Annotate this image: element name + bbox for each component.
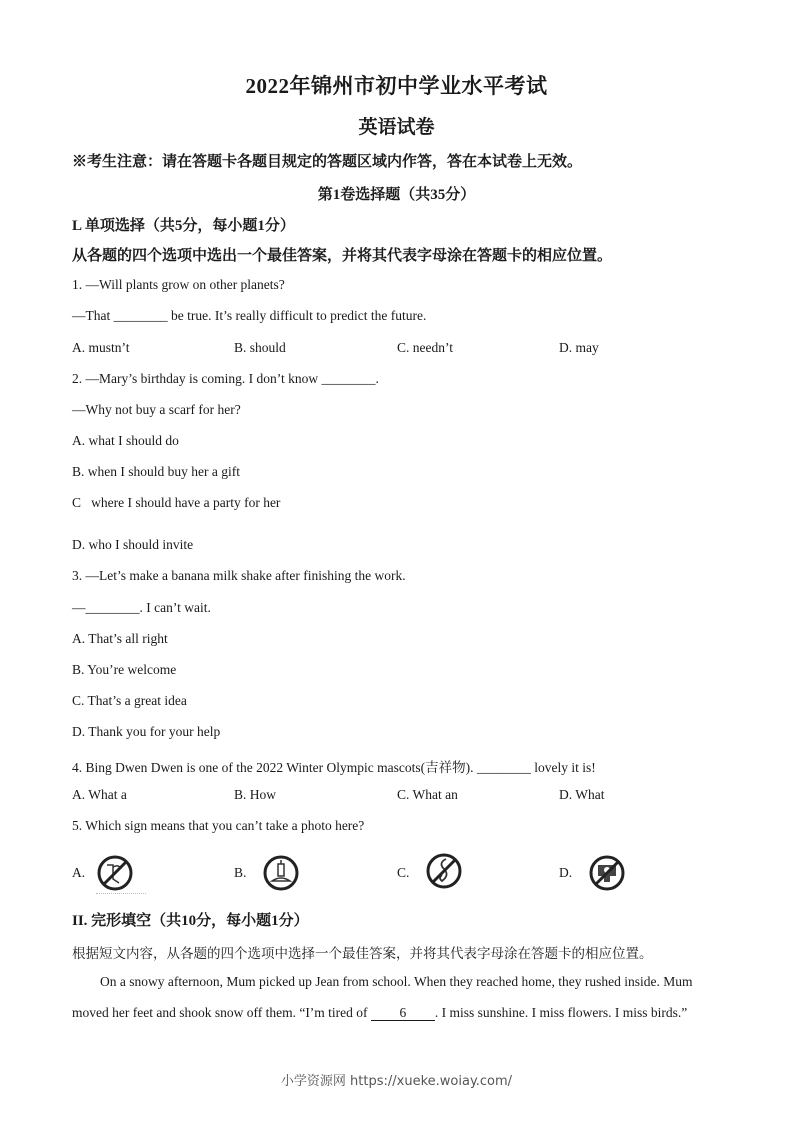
watermark-footer: 小学资源网 https://xueke.woiay.com/: [280, 1074, 513, 1089]
q2-option-a: A. what I should do: [72, 433, 179, 448]
q1-option-a: A. mustn’t: [72, 340, 130, 355]
q2-option-d: D. who I should invite: [72, 537, 194, 552]
q4-option-c: C. What an: [397, 787, 458, 802]
passage-line-2-end: . I miss sunshine. I miss flowers. I miss birds.”: [434, 1005, 688, 1020]
section2-heading: II. 完形填空（共10分，每小题1分）: [72, 913, 309, 929]
no-camera-sign-icon: [587, 853, 627, 893]
passage-line-2: [72, 1005, 687, 1021]
q2-option-c: C where I should have a party for her: [72, 495, 281, 510]
q2-line2: —Why not buy a scarf for her?: [72, 402, 241, 417]
exam-subtitle: 英语试卷: [358, 117, 435, 138]
q5-option-a-label: A.: [72, 865, 86, 880]
exam-title: 2022年锦州市初中学业水平考试: [245, 74, 548, 98]
q5-option-d-label: D.: [559, 865, 573, 880]
q4-option-b: B. How: [234, 787, 277, 802]
q1-option-c: C. needn’t: [397, 340, 453, 355]
q4-option-d: D. What: [559, 787, 605, 802]
q3-option-a: A. That’s all right: [72, 631, 168, 646]
q3-stem: 3. —Let’s make a banana milk shake after finishing the work.: [72, 568, 406, 583]
section1-heading: L 单项选择（共5分，每小题1分）: [72, 218, 295, 234]
q2-stem: 2. —Mary’s birthday is coming. I don’t know ________.: [72, 371, 379, 386]
q1-line2: —That ________ be true. It’s really difficult to predict the future.: [72, 308, 427, 323]
section1-instruction: 从各题的四个选项中选出一个最佳答案，并将其代表字母涂在答题卡的相应位置。: [72, 248, 613, 264]
q3-option-c: C. That’s a great idea: [72, 693, 187, 708]
q4-option-a: A. What a: [72, 787, 127, 802]
blank-6: 6: [371, 1006, 435, 1021]
section2-instruction: 根据短文内容，从各题的四个选项中选择一个最佳答案，并将其代表字母涂在答题卡的相应位置。: [72, 946, 653, 961]
q3-line2: —________. I can’t wait.: [72, 600, 211, 615]
passage-line-2-start: moved her feet and shook snow off them. “I’m tired of: [72, 1005, 371, 1020]
candidate-notice: ※考生注意：请在答题卡各题目规定的答题区域内作答，答在本试卷上无效。: [72, 154, 583, 170]
fire-extinguisher-sign-icon: [261, 853, 301, 893]
no-snake-sign-icon: [424, 851, 464, 891]
q5-option-c-label: C.: [397, 865, 410, 880]
q3-option-d: D. Thank you for your help: [72, 724, 221, 739]
sign-a-caption-line: [96, 893, 146, 894]
q1-option-d: D. may: [559, 340, 599, 355]
part-title: 第1卷选择题（共35分）: [317, 187, 476, 203]
q5-option-b-label: B.: [234, 865, 247, 880]
q3-option-b: B. You’re welcome: [72, 662, 177, 677]
q2-option-b: B. when I should buy her a gift: [72, 464, 240, 479]
no-smoking-sign-icon: [95, 853, 135, 893]
passage-line-1: On a snowy afternoon, Mum picked up Jean from school. When they reached home, they rushed inside. Mum: [100, 974, 693, 989]
q1-stem: 1. —Will plants grow on other planets?: [72, 277, 285, 292]
q5-stem: 5. Which sign means that you can’t take a photo here?: [72, 818, 365, 833]
q1-option-b: B. should: [234, 340, 286, 355]
q4-stem: 4. Bing Dwen Dwen is one of the 2022 Winter Olympic mascots(吉祥物). ________ lovely it is!: [72, 760, 596, 775]
